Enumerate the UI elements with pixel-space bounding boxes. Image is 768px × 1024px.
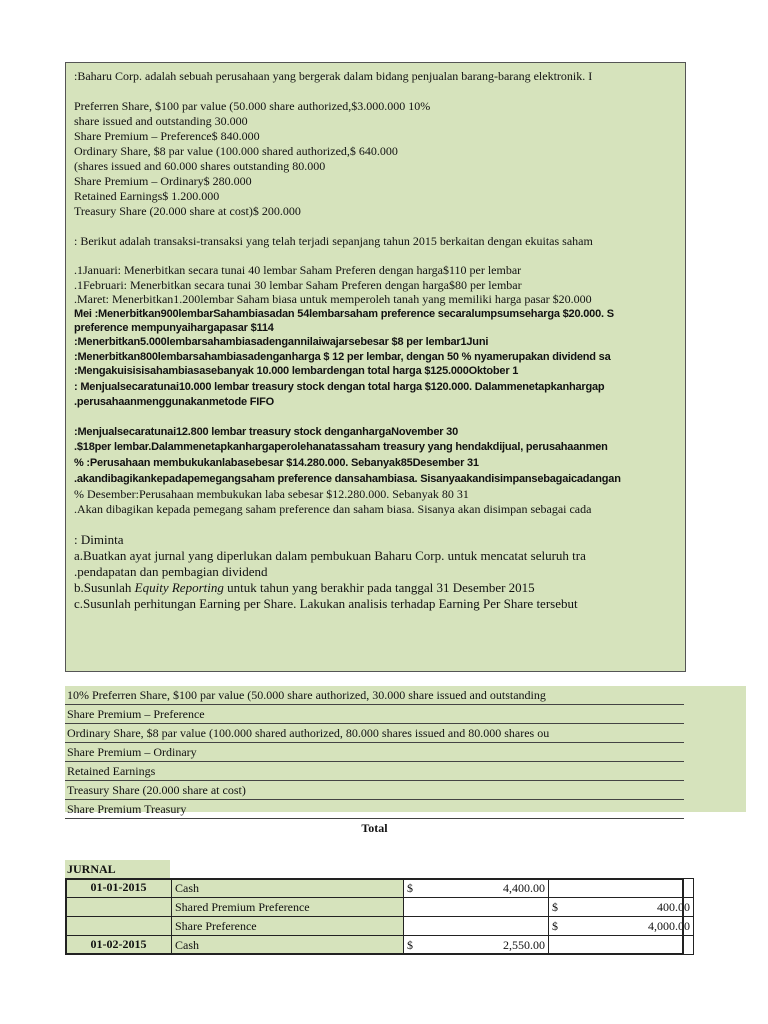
balance-line: share issued and outstanding 30.000 (74, 114, 248, 128)
entry-credit (549, 936, 694, 955)
entry-credit: $ 4,000.00 (549, 917, 694, 936)
entry-debit (404, 898, 549, 917)
entry-account: Cash (172, 936, 404, 955)
entry-date (66, 898, 172, 917)
problem-statement-panel (65, 62, 686, 672)
table-row (66, 879, 694, 898)
entry-debit: $ 4,400.00 (404, 879, 549, 898)
equity-row: Share Premium – Preference (65, 705, 684, 724)
task-line: b.Susunlah Equity Reporting untuk tahun yang berakhir pada tanggal 31 Desember 2015 (74, 580, 535, 595)
transaction-line: preference mempunyaihargapasar $114 (74, 322, 274, 334)
task-line: a.Buatkan ayat jurnal yang diperlukan dalam pembukuan Baharu Corp. untuk mencatat seluruh tra (74, 548, 586, 563)
equity-total-label: Total (361, 821, 388, 835)
intro-line: :Baharu Corp. adalah sebuah perusahaan yang bergerak dalam bidang penjualan barang-barang elektronik. I (74, 69, 593, 83)
task-line: c.Susunlah perhitungan Earning per Share. Lakukan analisis terhadap Earning Per Share tersebut (74, 596, 578, 611)
transaction-line: .akandibagikankepadapemegangsaham preference dansahambiasa. Sisanyaakandisimpansebagaicadangan (74, 473, 621, 485)
jurnal-table (65, 878, 694, 955)
entry-account: Shared Premium Preference (172, 898, 404, 917)
balance-line: Share Premium – Ordinary$ 280.000 (74, 174, 252, 188)
jurnal-heading: JURNAL (65, 860, 170, 878)
transaction-line: .$18per lembar.Dalammenetapkanhargaperolehanatassaham treasury yang hendakdijual, perusahaanmen (74, 441, 608, 453)
transaction-line: :Menjualsecaratunai12.800 lembar treasury stock denganhargaNovember 30 (74, 426, 459, 438)
balance-line: Retained Earnings$ 1.200.000 (74, 189, 220, 203)
entry-date: 01-01-2015 (66, 879, 172, 898)
task-line: .pendapatan dan pembagian dividend (74, 564, 268, 579)
entry-date: 01-02-2015 (66, 936, 172, 955)
entry-date (66, 917, 172, 936)
entry-debit (404, 917, 549, 936)
balance-line: Preferren Share, $100 par value (50.000 share authorized,$3.000.000 10% (74, 99, 431, 113)
equity-row: Treasury Share (20.000 share at cost) (65, 781, 684, 800)
equity-row: Ordinary Share, $8 par value (100.000 shared authorized, 80.000 shares issued and 80.000 shares ou (65, 724, 684, 743)
equity-row: 10% Preferren Share, $100 par value (50.000 share authorized, 30.000 share issued and outstanding (65, 686, 684, 705)
equity-row: Share Premium Treasury (65, 800, 684, 819)
balance-line: Treasury Share (20.000 share at cost)$ 200.000 (74, 204, 301, 218)
transaction-line: .perusahaanmenggunakanmetode FIFO (74, 396, 274, 408)
balance-line: (shares issued and 60.000 shares outstanding 80.000 (74, 159, 326, 173)
transaction-line: .1Januari: Menerbitkan secara tunai 40 lembar Saham Preferen dengan harga$110 per lembar (74, 263, 522, 277)
entry-debit: $ 2,550.00 (404, 936, 549, 955)
diminta-heading: : Diminta (74, 532, 124, 547)
transaction-line: :Menerbitkan800lembarsahambiasadenganharga $ 12 per lembar, dengan 50 % nyamerupakan dividend sa (74, 351, 611, 363)
balance-line: Share Premium – Preference$ 840.000 (74, 129, 260, 143)
transaction-line: :Mengakuisisisahambiasasebanyak 10.000 lembardengan total harga $125.000Oktober 1 (74, 365, 519, 377)
transaction-line: % Desember:Perusahaan membukukan laba sebesar $12.280.000. Sebanyak 80 31 (74, 487, 469, 501)
transaction-line: Mei :Menerbitkan900lembarSahambiasadan 54lembarsaham preference secaralumpsumseharga $20.000. S (74, 308, 614, 320)
entry-credit: $ 400.00 (549, 898, 694, 917)
transaction-line: .Akan dibagikan kepada pemegang saham preference dan saham biasa. Sisanya akan disimpan sebagai cada (74, 502, 592, 516)
balance-line: Ordinary Share, $8 par value (100.000 shared authorized,$ 640.000 (74, 144, 398, 158)
entry-credit (549, 879, 694, 898)
equity-reporting-term: Equity Reporting (134, 580, 224, 595)
table-row (66, 898, 694, 917)
entry-account: Cash (172, 879, 404, 898)
transaction-line: .Maret: Menerbitkan1.200lembar Saham biasa untuk memperoleh tanah yang memiliki harga pasar $20.000 (74, 292, 592, 306)
equity-table (65, 686, 746, 835)
equity-row: Retained Earnings (65, 762, 684, 781)
table-row (66, 936, 694, 955)
transaction-line: : Menjualsecaratunai10.000 lembar treasury stock dengan total harga $120.000. Dalammenetapkanhargap (74, 381, 605, 393)
equity-row: Share Premium – Ordinary (65, 743, 684, 762)
transaction-line: :Menerbitkan5.000lembarsahambiasadengannilaiwajarsebesar $8 per lembar1Juni (74, 336, 489, 348)
entry-account: Share Preference (172, 917, 404, 936)
transactions-intro: : Berikut adalah transaksi-transaksi yang telah terjadi sepanjang tahun 2015 berkaitan dengan ekuitas saham (74, 234, 593, 248)
transaction-line: % :Perusahaan membukukanlabasebesar $14.280.000. Sebanyak85Desember 31 (74, 457, 479, 469)
table-row (66, 917, 694, 936)
transaction-line: .1Februari: Menerbitkan secara tunai 30 lembar Saham Preferen dengan harga$80 per lembar (74, 278, 522, 292)
